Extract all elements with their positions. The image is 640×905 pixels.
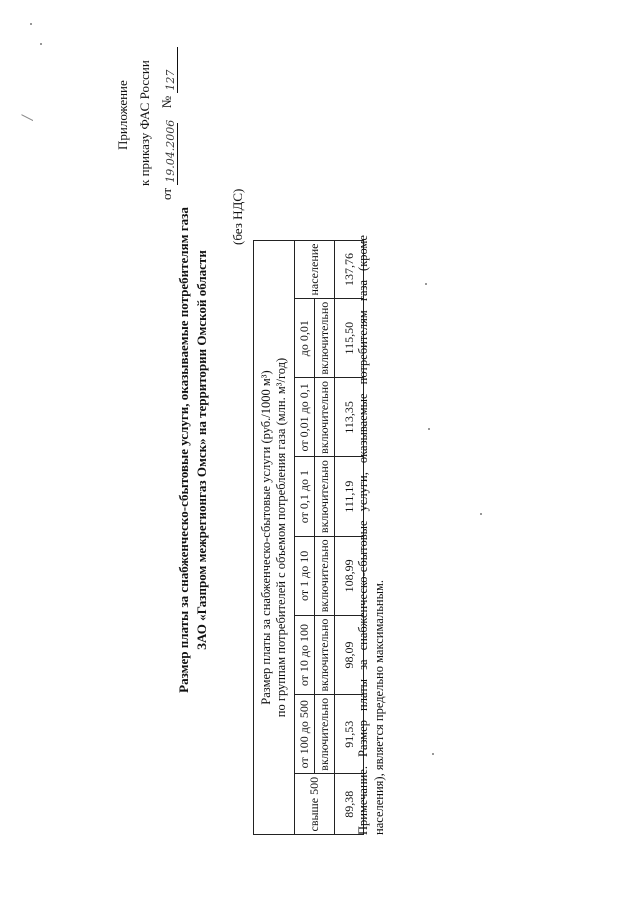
tariff-table <box>253 240 364 835</box>
inclusive-cell: включительно <box>315 615 335 694</box>
value-cell: 111,19 <box>335 457 364 536</box>
range-row <box>295 241 315 835</box>
table-header-cell <box>254 241 295 835</box>
appendix-order-ref: к приказу ФАС России <box>137 60 152 186</box>
scan-speck <box>480 513 482 515</box>
handwritten-mark: / <box>20 115 36 120</box>
number-field <box>163 47 178 93</box>
value-cell: 98,09 <box>335 615 364 694</box>
table-header-row <box>254 241 295 835</box>
scan-speck <box>30 23 32 25</box>
number-prefix: № <box>159 95 174 109</box>
date-prefix: от <box>159 187 174 200</box>
range-cell: население <box>295 241 335 299</box>
range-cell: от 0,01 до 0,1 <box>295 378 315 457</box>
inclusive-cell: включительно <box>315 378 335 457</box>
inclusive-cell: включительно <box>315 299 335 378</box>
table-subheader: по группам потребителей с объемом потребления газа (млн. м³/год) <box>274 357 288 718</box>
value-cell: 115,50 <box>335 299 364 378</box>
vat-note: (без НДС) <box>230 188 245 245</box>
table-header: Размер платы за снабженческо-сбытовые услуги (руб./1000 м³) <box>259 370 273 705</box>
inclusive-cell: включительно <box>315 536 335 615</box>
title-line-2: ЗАО «Газпром межрегионгаз Омск» на территории Омской области <box>194 250 209 650</box>
value-cell: 89,38 <box>335 774 364 835</box>
appendix-block <box>112 20 178 200</box>
range-cell: до 0,01 <box>295 299 315 378</box>
inclusive-cell: включительно <box>315 695 335 774</box>
date-value: 19.04.2006 <box>164 119 177 183</box>
range-cell: свыше 500 <box>295 774 335 835</box>
range-cell: от 1 до 10 <box>295 536 315 615</box>
value-cell: 108,99 <box>335 536 364 615</box>
scan-speck <box>40 43 42 45</box>
document-title <box>175 140 211 760</box>
scan-speck <box>425 283 427 285</box>
number-value: 127 <box>164 69 177 91</box>
range-cell: от 10 до 100 <box>295 615 315 694</box>
range-cell: от 100 до 500 <box>295 695 315 774</box>
value-cell: 91,53 <box>335 695 364 774</box>
range-cell: от 0,1 до 1 <box>295 457 315 536</box>
scan-speck <box>428 428 430 430</box>
scan-speck <box>432 753 434 755</box>
inclusive-row <box>315 241 335 835</box>
inclusive-cell: включительно <box>315 457 335 536</box>
appendix-title: Приложение <box>115 80 130 150</box>
title-line-1: Размер платы за снабженческо-сбытовые услуги, оказываемые потребителям газа <box>176 207 191 693</box>
value-cell: 113,35 <box>335 378 364 457</box>
footnote: Примечание. Размер платы за снабженческо-сбытовые услуги, оказываемые потребителям газа (кроме населения), является предельно максимальным. <box>356 235 386 835</box>
value-cell: 137,76 <box>335 241 364 299</box>
